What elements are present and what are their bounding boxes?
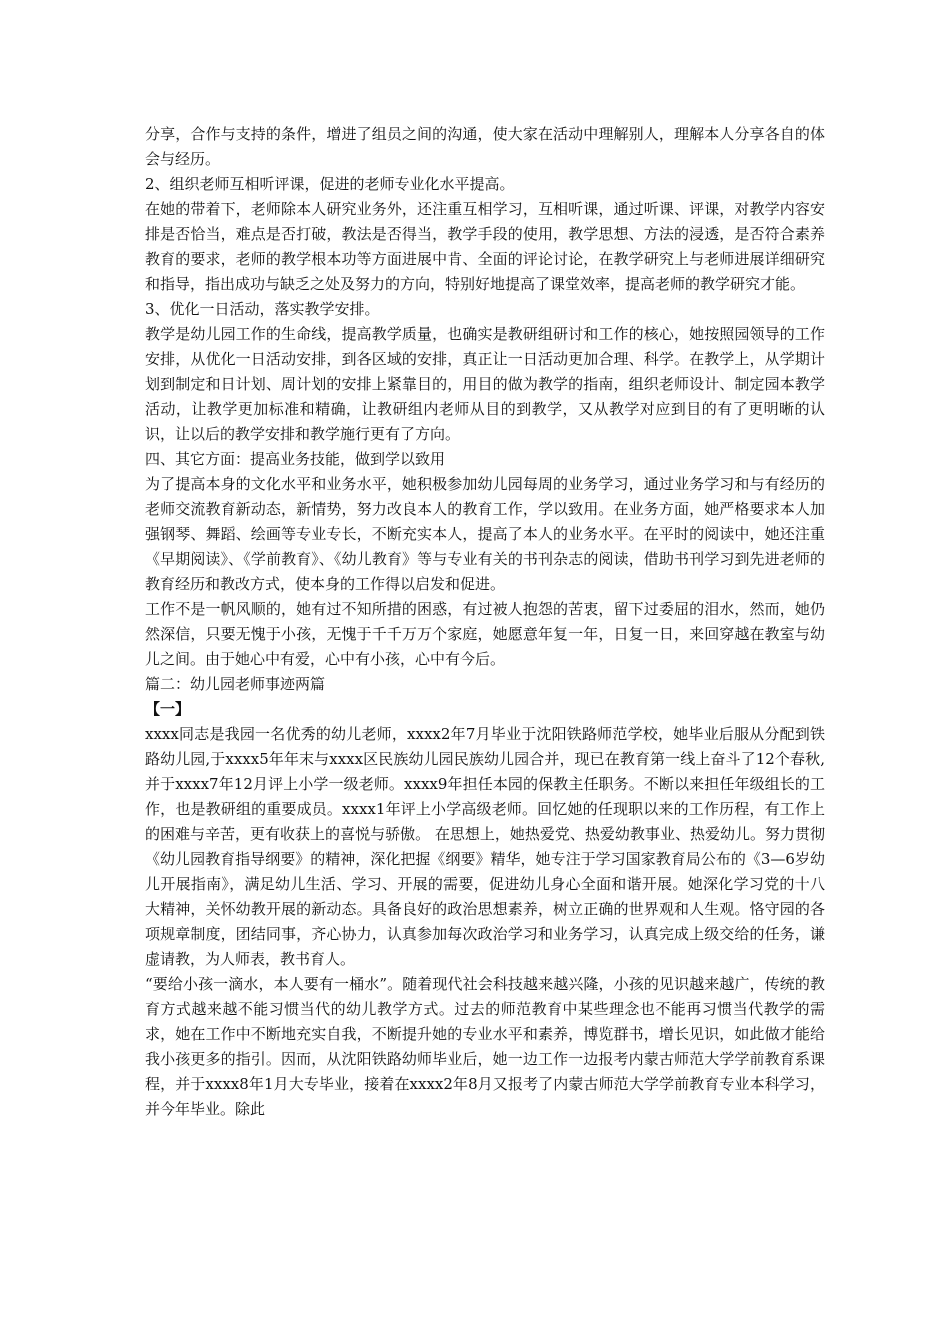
section-heading-peer-review: 2、组织老师互相听评课，促进的老师专业化水平提高。 — [145, 175, 515, 193]
section-heading-daily-activity: 3、优化一日活动，落实教学安排。 — [145, 300, 380, 318]
paragraph-teacher-profile: xxxx同志是我园一名优秀的幼儿老师，xxxx2年7月毕业于沈阳铁路师范学校，她毕业后服从分配到铁路幼儿园,于xxxx5年年末与xxxx区民族幼儿园民族幼儿园合并，现已在教育第一线上奋斗了12个春秋,并于xxxx7年12月评上小学一级老师。xxxx9年担任本园的保教主任职务。不断以来担任年级组长的工作，也是教研组的重要成员。xxxx1年评上小学高级老师。回忆她的任现职以来的工作历程，有工作上的困难与辛苦，更有收获上的喜悦与骄傲。 在思想上，她热爱党、热爱幼教事业、热爱幼儿。努力贯彻《幼儿园教育指导纲要》的精神，深化把握《纲要》精华，她专注于学习国家教育局公布的《3—6岁幼儿开展指南》，满足幼儿生活、学习、开展的需要，促进幼儿身心全面和谐开展。她深化学习党的十八大精神，关怀幼教开展的新动态。具备良好的政治思想素养，树立正确的世界观和人生观。恪守园的各项规章制度，团结同事，齐心协力，认真参加每次政治学习和业务学习，认真完成上级交给的任务，谦虚请教，为人师表，教书育人。 — [145, 725, 825, 968]
document-page — [145, 122, 825, 1122]
paragraph-self-improvement: “要给小孩一滴水，本人要有一桶水”。随着现代社会科技越来越兴隆，小孩的见识越来越广，传统的教育方式越来越不能习惯当代的幼儿教学方式。过去的师范教育中某些理念也不能再习惯当代教学的需求，她在工作中不断地充实自我，不断提升她的专业水平和素养，博览群书，增长见识，如此做才能给我小孩更多的指引。因而，从沈阳铁路幼师毕业后，她一边工作一边报考内蒙古师范大学学前教育系课程，并于xxxx8年1月大专毕业，接着在xxxx2年8月又报考了内蒙古师范大学学前教育专业本科学习，并今年毕业。除此 — [145, 975, 825, 1118]
subsection-marker: 【一】 — [145, 700, 191, 718]
paragraph-professional-study: 为了提高本身的文化水平和业务水平，她积极参加幼儿园每周的业务学习，通过业务学习和与有经历的老师交流教育新动态，新情势，努力改良本人的教育工作，学以致用。在业务方面，她严格要求本人加强钢琴、舞蹈、绘画等专业专长，不断充实本人，提高了本人的业务水平。在平时的阅读中，她还注重《早期阅读》、《学前教育》、《幼儿教育》等与专业有关的书刊杂志的阅读，借助书刊学习到先进老师的教育经历和教改方式，使本身的工作得以启发和促进。 — [145, 475, 825, 593]
paragraph-conclusion: 工作不是一帆风顺的，她有过不知所措的困惑，有过被人抱怨的苦衷，留下过委屈的泪水，然而，她仍然深信，只要无愧于小孩，无愧于千千万万个家庭，她愿意年复一年，日复一日，来回穿越在教室与幼儿之间。由于她心中有爱，心中有小孩，心中有今后。 — [145, 600, 825, 668]
paragraph-sharing: 分享，合作与支持的条件，增进了组员之间的沟通，使大家在活动中理解别人，理解本人分享各自的体会与经历。 — [145, 125, 825, 168]
chapter-title: 篇二：幼儿园老师事迹两篇 — [145, 675, 326, 693]
section-heading-other-aspects: 四、其它方面：提高业务技能，做到学以致用 — [145, 450, 446, 468]
paragraph-daily-activity: 教学是幼儿园工作的生命线，提高教学质量，也确实是教研组研讨和工作的核心，她按照园领导的工作安排，从优化一日活动安排，到各区域的安排，真正让一日活动更加合理、科学。在教学上，从学期计划到制定和日计划、周计划的安排上紧靠目的，用目的做为教学的指南，组织老师设计、制定园本教学活动，让教学更加标准和精确，让教研组内老师从目的到教学，又从教学对应到目的有了更明晰的认识，让以后的教学安排和教学施行更有了方向。 — [145, 325, 825, 443]
paragraph-peer-review: 在她的带着下，老师除本人研究业务外，还注重互相学习，互相听课，通过听课、评课，对教学内容安排是否恰当，难点是否打破，教法是否得当，教学手段的使用，教学思想、方法的浸透，是否符合素养教育的要求，老师的教学根本功等方面进展中肯、全面的评论讨论，在教学研究上与老师进展详细研究和指导，指出成功与缺乏之处及努力的方向，特别好地提高了课堂效率，提高老师的教学研究才能。 — [145, 200, 825, 293]
